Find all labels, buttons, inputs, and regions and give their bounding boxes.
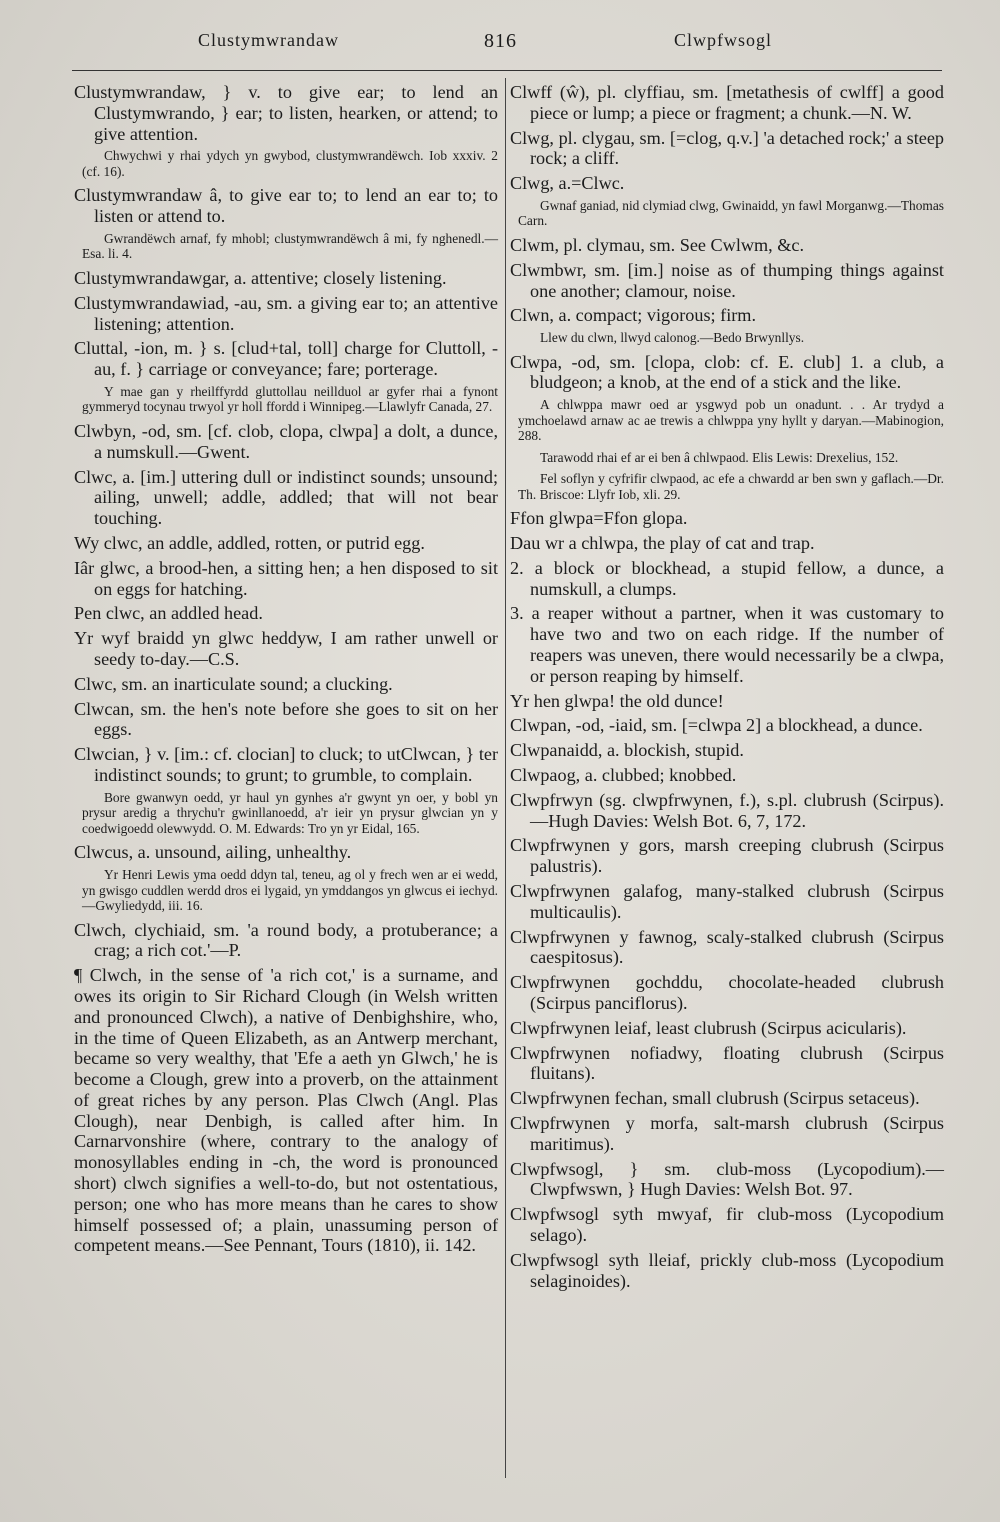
sub-entry: Clwpfrwynen y morfa, salt-marsh clubrush (Scirpus maritimus). bbox=[510, 1112, 944, 1154]
sub-entry: Clwpfrwynen nofiadwy, floating clubrush (Scirpus fluitans). bbox=[510, 1042, 944, 1084]
dictionary-entry: Clwpfrwyn (sg. clwpfrwynen, f.), s.pl. clubrush (Scirpus).—Hugh Davies: Welsh Bot. 6, 7, 172. bbox=[510, 789, 944, 831]
citation-quote: Fel soflyn y cyfrifir clwpaod, ac efe a chwardd ar ben swn y gaflach.—Dr. Th. Briscoe: Llyfr Iob, xli. 29. bbox=[518, 471, 944, 502]
dictionary-entry: Cluttal, -ion, m. } s. [clud+tal, toll] charge for Cluttoll, -au, f. } carriage or conveyance; fare; porterage. bbox=[74, 338, 498, 380]
dictionary-entry: Clwbyn, -od, sm. [cf. clob, clopa, clwpa] a dolt, a dunce, a numskull.—Gwent. bbox=[74, 420, 498, 462]
header-left-guideword: Clustymwrandaw bbox=[198, 30, 339, 50]
citation-quote: Bore gwanwyn oedd, yr haul yn gynhes a'r gwynt yn oer, y bobl yn prysur aredig a thrychu'r gwinllanoedd, a'r ieir yn prysur glwcian yn y coedwigoedd olewwydd. O. M. Edwards: Tro yn yr Eidal, 165. bbox=[82, 789, 498, 836]
dictionary-entry: Clwpan, -od, -iaid, sm. [=clwpa 2] a blockhead, a dunce. bbox=[510, 715, 923, 736]
sub-entry: Wy clwc, an addle, addled, rotten, or putrid egg. bbox=[74, 532, 425, 553]
sub-entry: Yr hen glwpa! the old dunce! bbox=[510, 690, 724, 711]
sub-entry: Clwpfrwynen y gors, marsh creeping clubrush (Scirpus palustris). bbox=[510, 835, 944, 877]
sub-entry: Clwpfrwynen gochddu, chocolate-headed clubrush (Scirpus panciflorus). bbox=[510, 972, 944, 1013]
dictionary-entry: Clustymwrandawiad, -au, sm. a giving ear to; an attentive listening; attention. bbox=[74, 292, 498, 334]
dictionary-entry: Clwmbwr, sm. [im.] noise as of thumping things against one another; clamour, noise. bbox=[510, 259, 944, 301]
citation-quote: Yr Henri Lewis yma oedd ddyn tal, teneu, ag ol y frech wen ar ei wedd, yn gwisgo cuddlen werdd dros ei lygaid, yn ymddangos yn glwcus ei iechyd.—Gwyliedydd, iii. 16. bbox=[82, 867, 498, 914]
dictionary-entry: Clwc, sm. an inarticulate sound; a clucking. bbox=[74, 673, 393, 694]
dictionary-entry: Clwg, pl. clygau, sm. [=clog, q.v.] 'a detached rock;' a steep rock; a cliff. bbox=[510, 127, 944, 169]
header-right-guideword: Clwpfwsogl bbox=[674, 30, 773, 50]
citation-quote: Tarawodd rhai ef ar ei ben â chlwpaod. Elis Lewis: Drexelius, 152. bbox=[540, 449, 899, 465]
right-column bbox=[510, 82, 944, 1295]
citation-quote: Gwrandëwch arnaf, fy mhobl; clustymwrandëwch â mi, fy nghenedl.—Esa. li. 4. bbox=[82, 230, 498, 262]
sub-entry: Ffon glwpa=Ffon glopa. bbox=[510, 508, 688, 529]
citation-quote: Chwychwi y rhai ydych yn gwybod, clustymwrandëwch. Iob xxxiv. 2 (cf. 16). bbox=[82, 148, 498, 179]
sub-entry: Pen clwc, an addled head. bbox=[74, 603, 263, 624]
dictionary-entry: Clwpfwsogl, } sm. club-moss (Lycopodium).— Clwpfwswn, } Hugh Davies: Welsh Bot. 97. bbox=[510, 1158, 944, 1200]
dictionary-entry: Clwn, a. compact; vigorous; firm. bbox=[510, 305, 756, 326]
column-divider bbox=[505, 78, 506, 1478]
header-rule bbox=[72, 70, 942, 71]
note-paragraph: ¶ Clwch, in the sense of 'a rich cot,' is a surname, and owes its origin to Sir Richard Clough (in Welsh written and pronounced Clwch), a native of Denbighshire, who, in the time of Queen Elizabeth, as an Antwerp merchant, became so very wealthy, that 'Efe a aeth yn Glwch,' he is become a Clough, grew into a proverb, on the attainment of great riches by any person. Plas Clwch (Angl. Plas Clough), near Denbigh, is called after him. In Carnarvonshire (where, contrary to the analogy of monosyllables ending in -ch, the word is pronounced short) clwch signifies a well-to-do, but not ostentatious, person; one who has more means than he cares to show himself possessed of; a plain, unassuming person of competent means.—See Pennant, Tours (1810), ii. 142. bbox=[74, 965, 498, 1256]
sub-entry: Clwpfrwynen fechan, small clubrush (Scirpus setaceus). bbox=[510, 1088, 920, 1109]
numbered-sense: 3. a reaper without a partner, when it was customary to have two and two on each ridge. If the number of reapers was uneven, there would necessarily be a clwpa, or person reaping by himself. bbox=[510, 603, 944, 686]
dictionary-entry: Clwpanaidd, a. blockish, stupid. bbox=[510, 740, 744, 761]
dictionary-entry: Clustymwrandaw, } v. to give ear; to lend an Clustymwrando, } ear; to listen, hearken, or attend; to give attention. bbox=[74, 82, 498, 144]
sub-entry: Yr wyf braidd yn glwc heddyw, I am rather unwell or seedy to-day.—C.S. bbox=[74, 628, 498, 669]
numbered-sense: 2. a block or blockhead, a stupid fellow, a dunce, a numskull, a clumps. bbox=[510, 557, 944, 599]
dictionary-entry: Clwcian, } v. [im.: cf. clocian] to cluck; to utClwcan, } ter indistinct sounds; to grunt; to grumble, to complain. bbox=[74, 744, 498, 785]
page-number: 816 bbox=[484, 30, 517, 52]
dictionary-entry: Clustymwrandawgar, a. attentive; closely listening. bbox=[74, 267, 447, 288]
sub-entry: Iâr glwc, a brood-hen, a sitting hen; a hen disposed to sit on eggs for hatching. bbox=[74, 557, 498, 599]
dictionary-entry: Clwcan, sm. the hen's note before she goes to sit on her eggs. bbox=[74, 698, 498, 740]
sub-entry: Clwpfwsogl syth mwyaf, fir club-moss (Lycopodium selago). bbox=[510, 1204, 944, 1245]
sub-entry: Dau wr a chlwpa, the play of cat and trap. bbox=[510, 533, 815, 554]
citation-quote: Gwnaf ganiad, nid clymiad clwg, Gwinaidd, yn fawl Morganwg.—Thomas Carn. bbox=[518, 197, 944, 229]
dictionary-entry: Clwch, clychiaid, sm. 'a round body, a protuberance; a crag; a rich cot.'—P. bbox=[74, 919, 498, 961]
sub-entry: Clwpfrwynen galafog, many-stalked clubrush (Scirpus multicaulis). bbox=[510, 881, 944, 922]
sub-entry: Clwpfrwynen y fawnog, scaly-stalked clubrush (Scirpus caespitosus). bbox=[510, 926, 944, 968]
dictionary-entry: Clwm, pl. clymau, sm. See Cwlwm, &c. bbox=[510, 234, 805, 255]
sub-entry: Clwpfwsogl syth lleiaf, prickly club-moss (Lycopodium selaginoides). bbox=[510, 1249, 944, 1291]
sub-entry: Clwpfrwynen leiaf, least clubrush (Scirpus acicularis). bbox=[510, 1017, 907, 1038]
dictionary-entry: Clwcus, a. unsound, ailing, unhealthy. bbox=[74, 842, 352, 863]
left-column bbox=[74, 82, 498, 1260]
citation-quote: A chlwppa mawr oed ar ysgwyd pob un onadunt. . . Ar trydyd a ymchoelawd arnaw ac ae trewis a chlwppa yny hyllt y daryan.—Mabinogion, 288. bbox=[518, 397, 944, 444]
running-header bbox=[70, 30, 950, 60]
citation-quote: Llew du clwn, llwyd calonog.—Bedo Brwynllys. bbox=[540, 330, 805, 346]
sub-entry: Clustymwrandaw â, to give ear to; to lend an ear to; to listen or attend to. bbox=[74, 185, 498, 227]
dictionary-entry: Clwff (ŵ), pl. clyffiau, sm. [metathesis of cwlff] a good piece or lump; a piece or fragment; a chunk.—N. W. bbox=[510, 82, 944, 123]
dictionary-entry: Clwpaog, a. clubbed; knobbed. bbox=[510, 765, 737, 786]
dictionary-entry: Clwg, a.=Clwc. bbox=[510, 173, 625, 194]
citation-quote: Y mae gan y rheilffyrdd gluttollau neillduol ar gyfer rhai a fynont gymmeryd tocynau trwyol yr holl ffordd i Winnipeg.—Llawlyfr Canada, 27. bbox=[82, 383, 498, 415]
dictionary-entry: Clwc, a. [im.] uttering dull or indistinct sounds; unsound; ailing, unwell; addle, addled; that will not bear touching. bbox=[74, 466, 498, 529]
dictionary-entry: Clwpa, -od, sm. [clopa, clob: cf. E. club] 1. a club, a bludgeon; a knob, at the end of a stick and the like. bbox=[510, 351, 944, 393]
